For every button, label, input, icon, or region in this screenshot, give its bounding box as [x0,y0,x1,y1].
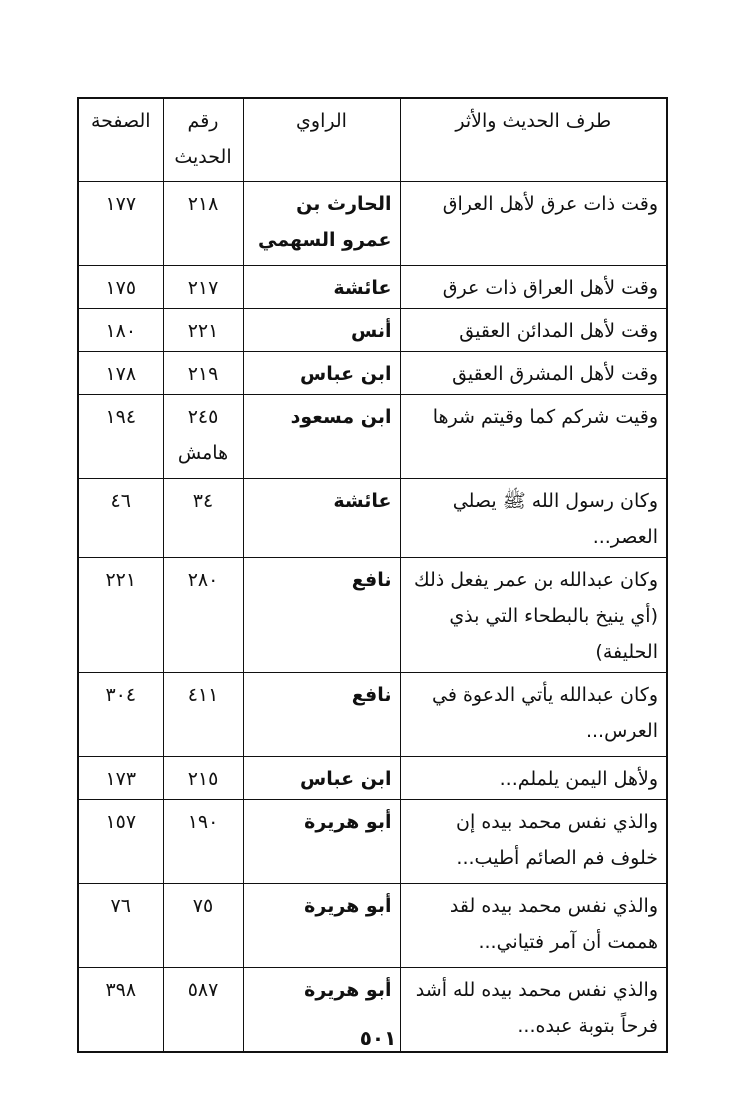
hadith-text: وقت لأهل العراق ذات عرق [400,266,667,309]
table-row [78,479,667,558]
hadith-number: ٢١٩ [163,352,243,395]
hadith-text: وقيت شركم كما وقيتم شرها [400,395,667,479]
hadith-number: ٢١٥ [163,757,243,800]
header-rawi: الراوي [243,98,400,182]
page-ref: ٢٢١ [78,558,163,673]
table-row [78,757,667,800]
table-row [78,673,667,757]
page-ref: ١٨٠ [78,309,163,352]
table-row [78,800,667,884]
hadith-number: ٥٨٧ [163,968,243,1052]
table-row [78,266,667,309]
hadith-text: ولأهل اليمن يلملم... [400,757,667,800]
table-row [78,309,667,352]
hadith-text: وكان عبدالله بن عمر يفعل ذلك (أي ينيخ بالبطحاء التي بذي الحليفة) [400,558,667,673]
hadith-text: وقت ذات عرق لأهل العراق [400,182,667,266]
table-row [78,182,667,266]
header-page: الصفحة [78,98,163,182]
rawi-name: نافع [243,673,400,757]
hadith-text: وقت لأهل المدائن العقيق [400,309,667,352]
rawi-name: أبو هريرة [243,884,400,968]
page-ref: ١٩٤ [78,395,163,479]
table-row [78,558,667,673]
table-header-row [78,98,667,182]
rawi-name: أبو هريرة [243,968,400,1052]
rawi-name: أبو هريرة [243,800,400,884]
page-ref: ١٧٧ [78,182,163,266]
page-ref: ٣٠٤ [78,673,163,757]
hadith-text: والذي نفس محمد بيده لقد هممت أن آمر فتياني... [400,884,667,968]
hadith-number: ٢٤٥ هامش [163,395,243,479]
rawi-name: عائشة [243,266,400,309]
page-ref: ٧٦ [78,884,163,968]
hadith-number: ٤١١ [163,673,243,757]
page-ref: ١٧٨ [78,352,163,395]
hadith-text: وكان رسول الله ﷺ يصلي العصر... [400,479,667,558]
rawi-name: ابن عباس [243,757,400,800]
page-ref: ١٥٧ [78,800,163,884]
table-row [78,395,667,479]
hadith-number: ٧٥ [163,884,243,968]
table-row [78,884,667,968]
hadith-number: ٣٤ [163,479,243,558]
hadith-number: ٢٢١ [163,309,243,352]
table-body [78,182,667,1052]
rawi-name: ابن عباس [243,352,400,395]
hadith-text: وكان عبدالله يأتي الدعوة في العرس... [400,673,667,757]
hadith-number: ٢١٧ [163,266,243,309]
page-ref: ٣٩٨ [78,968,163,1052]
hadith-number: ٢٨٠ [163,558,243,673]
page-ref: ٤٦ [78,479,163,558]
hadith-text: والذي نفس محمد بيده إن خلوف فم الصائم أطيب... [400,800,667,884]
rawi-name: عائشة [243,479,400,558]
hadith-index-table [77,97,668,1053]
hadith-number: ١٩٠ [163,800,243,884]
hadith-text: وقت لأهل المشرق العقيق [400,352,667,395]
table-row [78,352,667,395]
page-ref: ١٧٥ [78,266,163,309]
rawi-name: الحارث بن عمرو السهمي [243,182,400,266]
page-ref: ١٧٣ [78,757,163,800]
hadith-text: والذي نفس محمد بيده لله أشد فرحاً بتوبة عبده... [400,968,667,1052]
page-number: ٥٠١ [359,1026,397,1050]
header-hadith-number: رقم الحديث [163,98,243,182]
rawi-name: ابن مسعود [243,395,400,479]
rawi-name: نافع [243,558,400,673]
hadith-number: ٢١٨ [163,182,243,266]
header-hadith: طرف الحديث والأثر [400,98,667,182]
rawi-name: أنس [243,309,400,352]
